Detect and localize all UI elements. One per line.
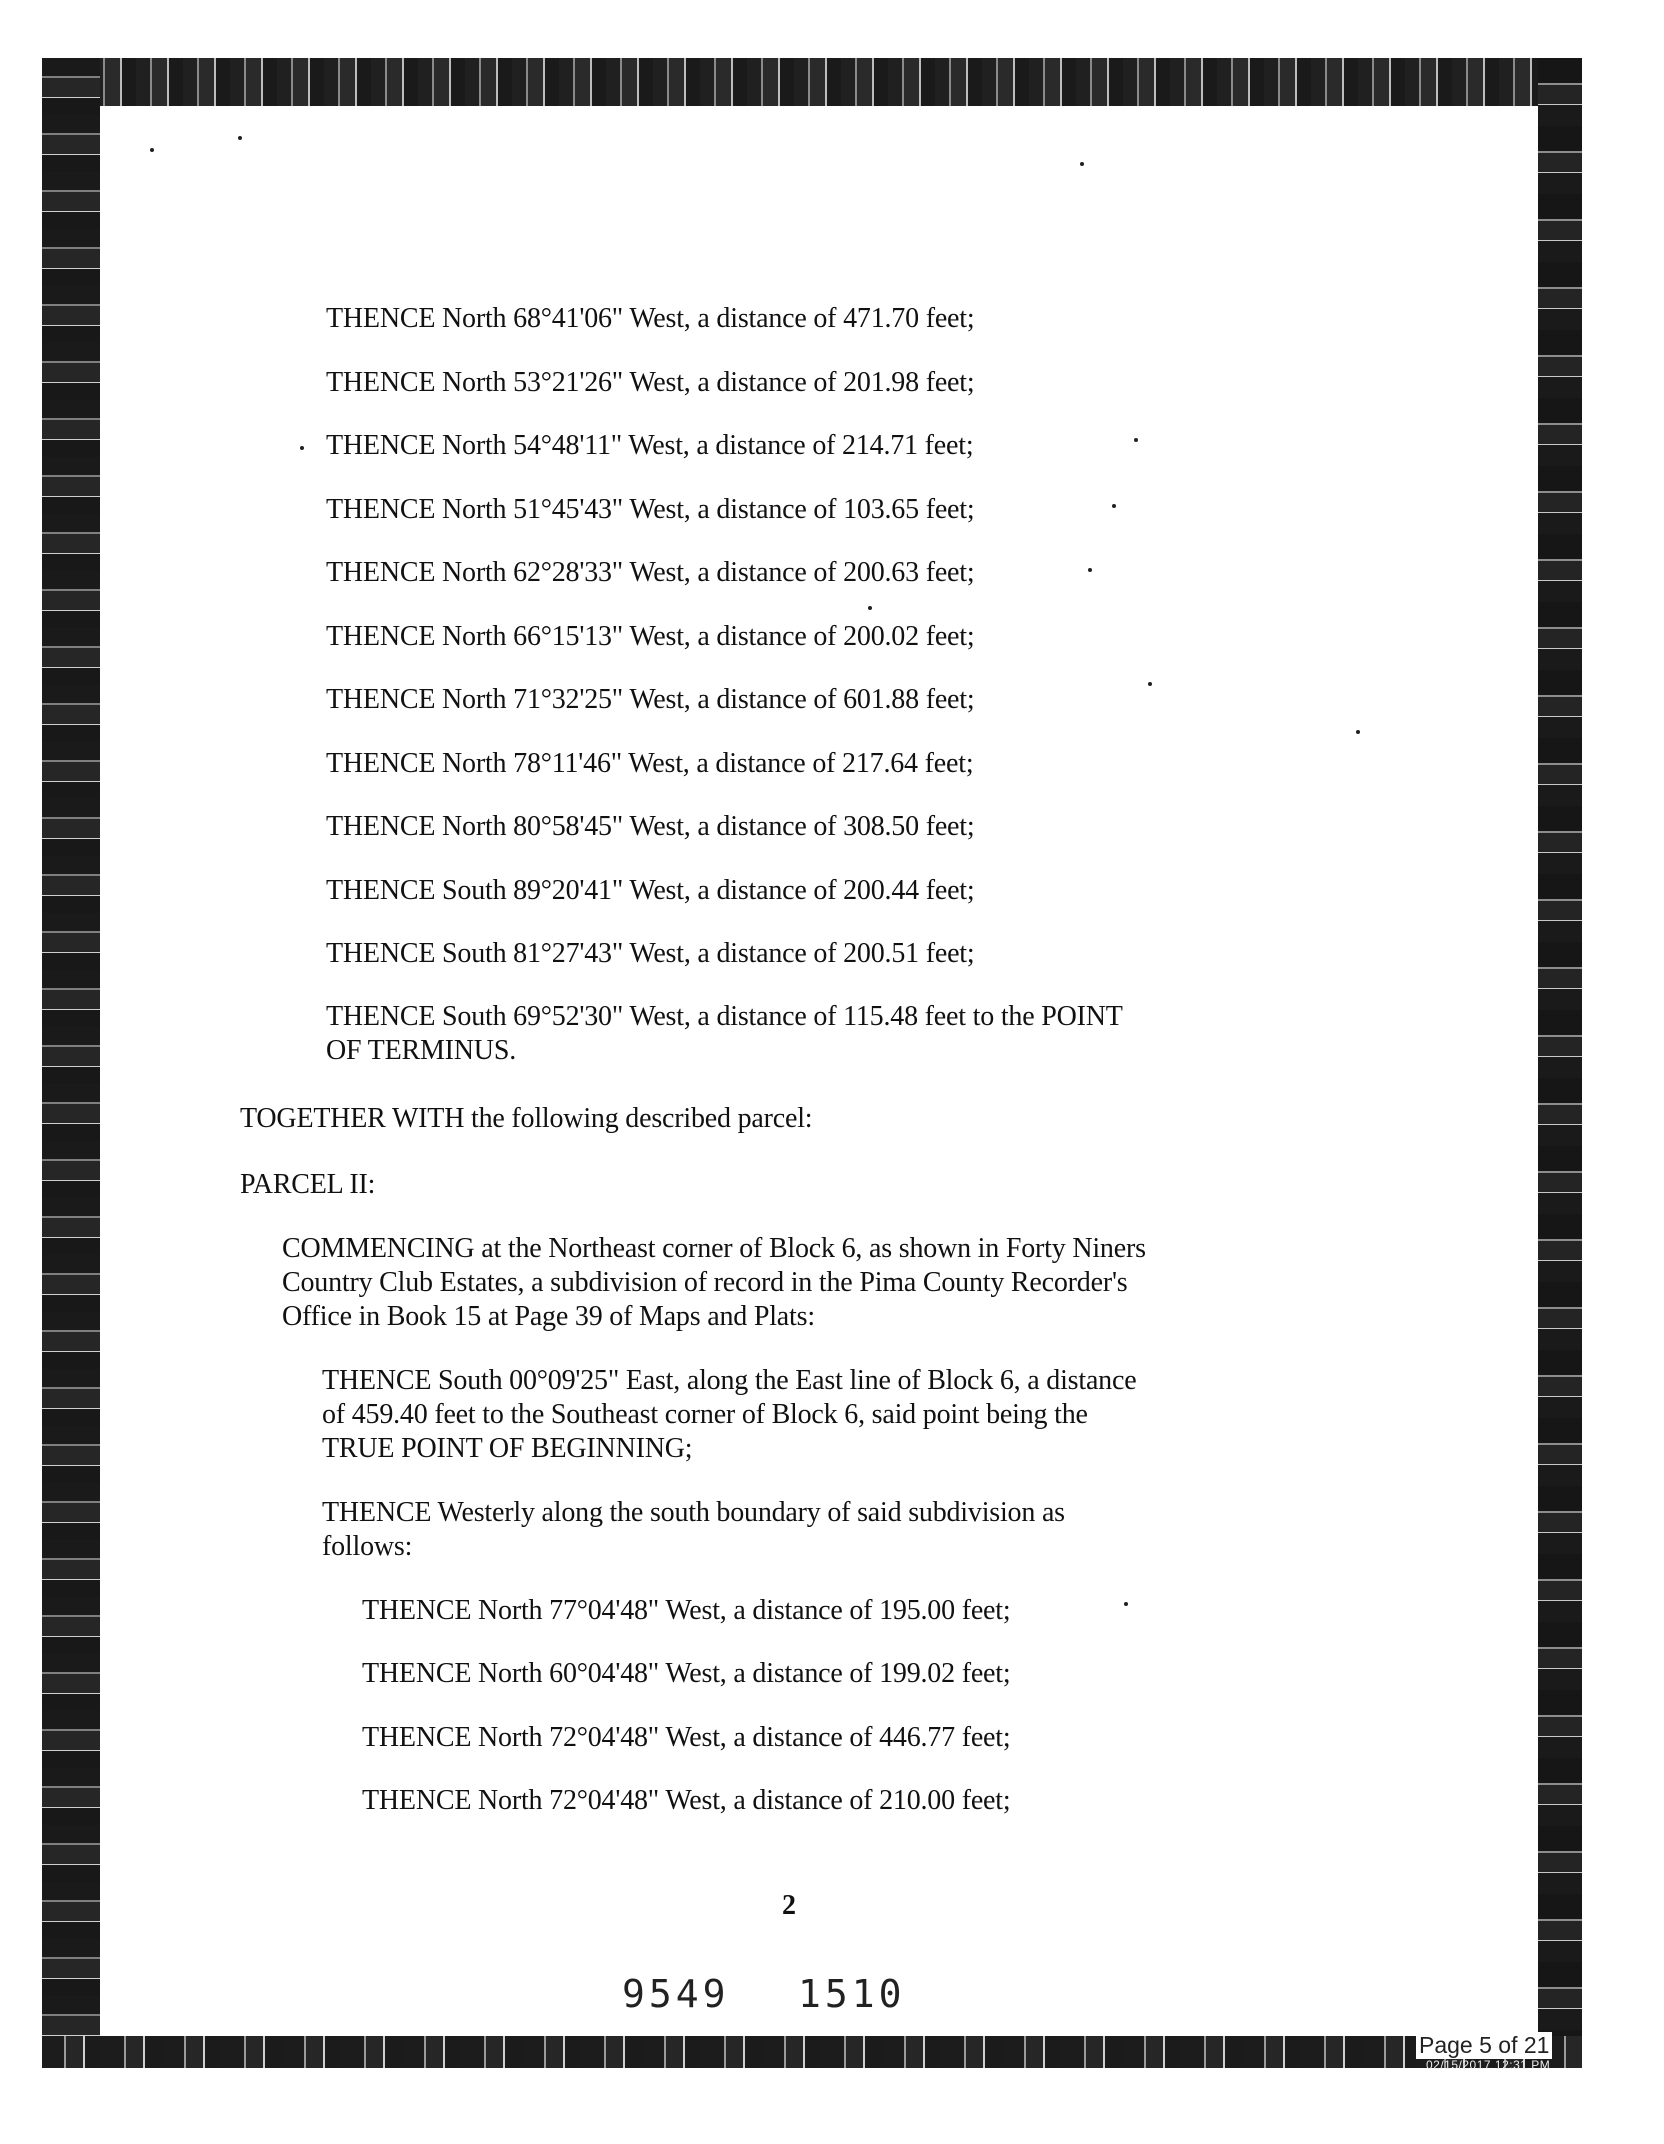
westerly-text: follows: xyxy=(322,1531,413,1562)
scan-speck xyxy=(1134,438,1138,442)
fax-page-stamp: Page 5 of 21 xyxy=(1416,2032,1552,2059)
scan-speck xyxy=(238,136,242,140)
scan-speck xyxy=(300,446,304,450)
bearing-line: THENCE North 66°15'13" West, a distance of 200.02 feet; xyxy=(326,621,975,652)
bearing-line: THENCE North 71°32'25" West, a distance of 601.88 feet; xyxy=(326,684,975,715)
scan-border-left xyxy=(42,58,100,2068)
bearing-line: THENCE North 53°21'26" West, a distance of 201.98 feet; xyxy=(326,367,975,398)
terminus-line: OF TERMINUS. xyxy=(326,1035,517,1066)
south-line-text: of 459.40 feet to the Southeast corner of Block 6, said point being the xyxy=(322,1399,1088,1430)
together-with-text: TOGETHER WITH the following described parcel: xyxy=(240,1103,813,1134)
page-number: 2 xyxy=(782,1890,796,1921)
boundary-line: THENCE North 72°04'48" West, a distance of 446.77 feet; xyxy=(362,1722,1011,1753)
scan-speck xyxy=(1356,730,1360,734)
scan-speck xyxy=(1124,1602,1128,1606)
boundary-line: THENCE North 72°04'48" West, a distance of 210.00 feet; xyxy=(362,1785,1011,1816)
commencing-text: Office in Book 15 at Page 39 of Maps and Plats: xyxy=(282,1301,815,1332)
fax-timestamp: 02/15/2017 12:31 PM xyxy=(1426,2058,1551,2072)
scan-speck xyxy=(868,606,872,610)
commencing-text: COMMENCING at the Northeast corner of Block 6, as shown in Forty Niners xyxy=(282,1233,1146,1264)
recorder-page-number: 1510 xyxy=(798,1972,906,2016)
scan-border-top xyxy=(42,58,1582,106)
bearing-line: THENCE North 80°58'45" West, a distance of 308.50 feet; xyxy=(326,811,975,842)
bearing-line: THENCE North 68°41'06" West, a distance of 471.70 feet; xyxy=(326,303,975,334)
bearing-line: THENCE South 89°20'41" West, a distance of 200.44 feet; xyxy=(326,875,975,906)
commencing-text: Country Club Estates, a subdivision of record in the Pima County Recorder's xyxy=(282,1267,1128,1298)
bearing-line: THENCE North 78°11'46" West, a distance of 217.64 feet; xyxy=(326,748,974,779)
scan-speck xyxy=(150,148,154,152)
scan-border-bottom xyxy=(42,2036,1582,2068)
westerly-text: THENCE Westerly along the south boundary of said subdivision as xyxy=(322,1497,1065,1528)
scan-speck xyxy=(1148,682,1152,686)
bearing-line: THENCE South 81°27'43" West, a distance of 200.51 feet; xyxy=(326,938,975,969)
bearing-line: THENCE North 51°45'43" West, a distance of 103.65 feet; xyxy=(326,494,975,525)
parcel-heading: PARCEL II: xyxy=(240,1169,376,1200)
boundary-line: THENCE North 77°04'48" West, a distance of 195.00 feet; xyxy=(362,1595,1011,1626)
boundary-line: THENCE North 60°04'48" West, a distance of 199.02 feet; xyxy=(362,1658,1011,1689)
scan-speck xyxy=(1112,504,1116,508)
terminus-line: THENCE South 69°52'30" West, a distance of 115.48 feet to the POINT xyxy=(326,1001,1123,1032)
south-line-text: THENCE South 00°09'25" East, along the East line of Block 6, a distance xyxy=(322,1365,1137,1396)
scan-speck xyxy=(1080,162,1084,166)
bearing-line: THENCE North 62°28'33" West, a distance of 200.63 feet; xyxy=(326,557,975,588)
scan-border-right xyxy=(1538,58,1582,2068)
scan-speck xyxy=(1088,568,1092,572)
south-line-text: TRUE POINT OF BEGINNING; xyxy=(322,1433,693,1464)
bearing-line: THENCE North 54°48'11" West, a distance of 214.71 feet; xyxy=(326,430,974,461)
recorder-book-number: 9549 xyxy=(622,1972,730,2016)
